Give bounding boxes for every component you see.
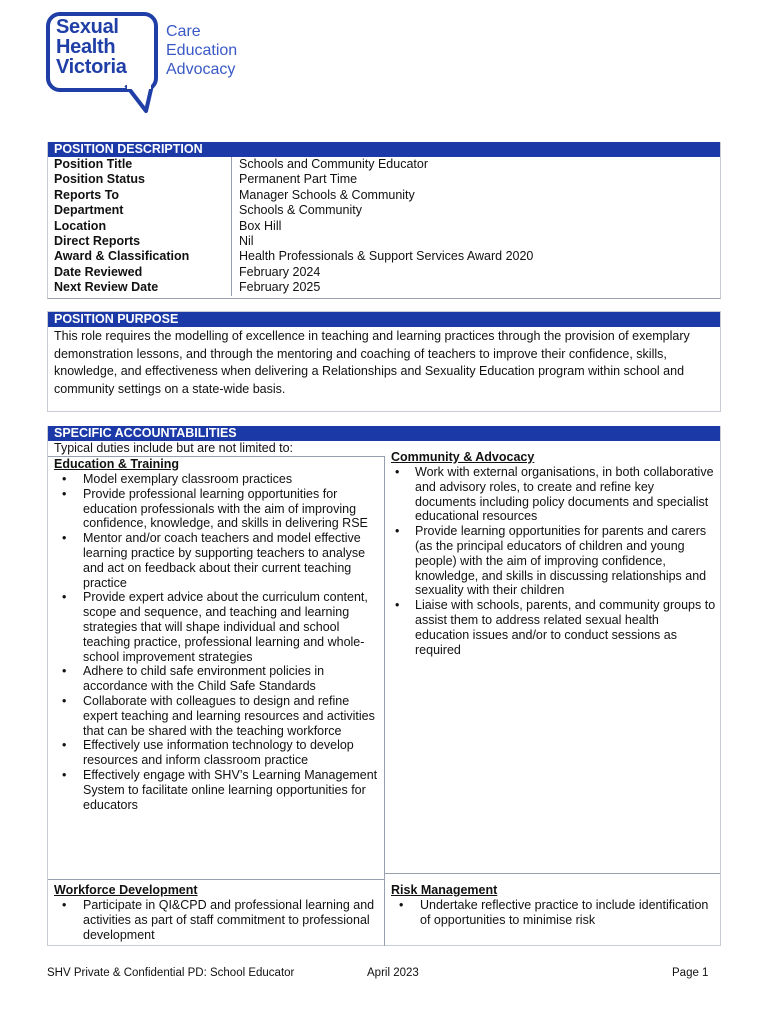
- position-detail-label: Location: [54, 218, 107, 233]
- footer-page-number: Page 1: [672, 967, 709, 979]
- logo-tagline: Care Education Advocacy: [166, 23, 238, 78]
- list-item: • Effectively engage with SHV’s Learning Management System to facilitate online learning opportunities for educators: [48, 768, 384, 812]
- position-detail-value: Box Hill: [231, 219, 281, 234]
- position-detail-value: Schools & Community: [231, 203, 362, 218]
- list-item: • Provide expert advice about the curriculum content, scope and sequence, and teaching and learning strategies that will shape individual and school teaching practice, professional learning and whole-school improvement strategies: [48, 590, 384, 664]
- list-item: • Liaise with schools, parents, and community groups to assist them to address related sexual health education issues and/or to conduct sessions as required: [385, 598, 720, 657]
- position-detail-value: Nil: [231, 234, 254, 249]
- specific-accountabilities-heading: SPECIFIC ACCOUNTABILITIES: [48, 426, 720, 441]
- education-training-column: [48, 456, 385, 880]
- position-detail-value: Manager Schools & Community: [231, 188, 415, 203]
- position-detail-label: Date Reviewed: [54, 264, 143, 279]
- position-detail-row: [48, 203, 720, 218]
- position-detail-value: February 2025: [231, 280, 320, 295]
- workforce-development-column: [48, 880, 385, 946]
- speech-bubble-tail-icon: [122, 85, 182, 125]
- position-detail-row: [48, 219, 720, 234]
- position-detail-row: [48, 234, 720, 249]
- position-detail-label: Reports To: [54, 187, 120, 202]
- position-detail-label: Direct Reports: [54, 234, 141, 249]
- community-advocacy-list: [385, 465, 720, 657]
- position-detail-label: Next Review Date: [54, 280, 159, 295]
- list-item: • Work with external organisations, in both collaborative and advisory roles, to create and refine key documents including policy documents and specialist educational resources: [385, 465, 720, 524]
- list-item: • Undertake reflective practice to include identification of opportunities to minimise risk: [385, 898, 720, 928]
- position-detail-label: Position Status: [54, 172, 145, 187]
- position-purpose-text: This role requires the modelling of excellence in teaching and learning practices through the provision of exemplary demonstration lessons, and through the mentoring and coaching of teachers to improve their confidence, skills, knowledge, and effectiveness when delivering a Relationships and Sexuality Education program within school and community settings on a state-wide basis.: [54, 329, 690, 396]
- position-description-section: [47, 142, 721, 299]
- education-training-title: Education & Training: [54, 457, 180, 471]
- footer-document-label: SHV Private & Confidential PD: School Educator: [47, 967, 295, 979]
- position-detail-label: Award & Classification: [54, 249, 190, 264]
- list-item: • Model exemplary classroom practices: [48, 472, 384, 487]
- community-advocacy-title: Community & Advocacy: [391, 450, 535, 464]
- list-item: • Adhere to child safe environment policies in accordance with the Child Safe Standards: [48, 664, 384, 694]
- community-advocacy-column: [385, 450, 720, 874]
- position-detail-label: Department: [54, 203, 124, 218]
- position-description-heading: POSITION DESCRIPTION: [48, 142, 720, 157]
- list-item: • Effectively use information technology to develop resources and inform classroom practice: [48, 738, 384, 768]
- logo-wordmark: Sexual Health Victoria: [56, 16, 127, 78]
- list-item: • Participate in QI&CPD and professional learning and activities as part of staff commitment to professional development: [48, 898, 384, 942]
- position-detail-row: [48, 265, 720, 280]
- risk-management-column: [385, 880, 720, 946]
- workforce-development-title: Workforce Development: [54, 883, 198, 897]
- accountabilities-intro: Typical duties include but are not limited to:: [54, 441, 294, 455]
- position-detail-row: [48, 249, 720, 264]
- workforce-development-list: [48, 898, 384, 942]
- footer-date: April 2023: [367, 967, 419, 979]
- position-description-table: [48, 157, 720, 298]
- logo: [46, 12, 256, 112]
- education-training-list: [48, 472, 384, 812]
- risk-management-title: Risk Management: [391, 883, 498, 897]
- position-detail-label: Position Title: [54, 157, 133, 171]
- list-item: • Provide professional learning opportunities for education professionals with the aim of improving confidence, knowledge, and skills in delivering RSE: [48, 487, 384, 531]
- position-purpose-heading: POSITION PURPOSE: [48, 312, 720, 327]
- position-detail-value: February 2024: [231, 265, 320, 280]
- list-item: • Collaborate with colleagues to design and refine expert teaching and learning resources and activities that can be shared with the teaching workforce: [48, 694, 384, 738]
- position-detail-value: Health Professionals & Support Services Award 2020: [231, 249, 533, 264]
- position-purpose-section: [47, 311, 721, 412]
- position-detail-value: Schools and Community Educator: [231, 157, 428, 172]
- position-detail-row: [48, 157, 720, 172]
- position-detail-value: Permanent Part Time: [231, 172, 357, 187]
- risk-management-list: [385, 898, 720, 928]
- list-item: • Provide learning opportunities for parents and carers (as the principal educators of children and young people) with the aim of improving confidence, knowledge, and skills in discussing relationships and sexuality with their children: [385, 524, 720, 598]
- position-detail-row: [48, 188, 720, 203]
- specific-accountabilities-section: [47, 426, 721, 946]
- position-detail-row: [48, 280, 720, 295]
- position-detail-row: [48, 172, 720, 187]
- list-item: • Mentor and/or coach teachers and model effective learning practice by supporting teachers to analyse and act on feedback about their current teaching practice: [48, 531, 384, 590]
